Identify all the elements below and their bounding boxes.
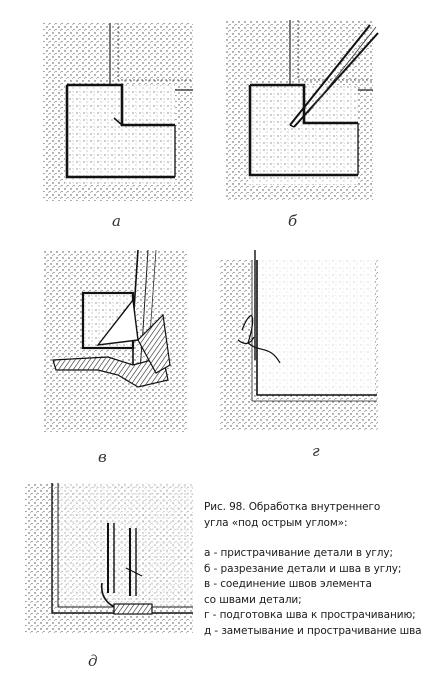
panel-b-label: б bbox=[288, 212, 298, 230]
panel-d-label: д bbox=[88, 652, 98, 670]
caption-legend-a: а - пристрачивание детали в углу; bbox=[204, 547, 393, 559]
panel-d bbox=[22, 478, 197, 653]
panel-a-label: а bbox=[112, 212, 121, 230]
panel-a-drawing bbox=[40, 20, 200, 205]
panel-a bbox=[40, 20, 200, 205]
caption-legend-g: г - подготовка шва к прострачиванию; bbox=[204, 609, 416, 621]
panel-v bbox=[38, 245, 198, 445]
panel-g-label: г bbox=[312, 442, 320, 460]
caption-legend-v-1: в - соединение швов элемента bbox=[204, 578, 372, 590]
caption-spacer bbox=[204, 531, 419, 546]
caption-legend-d: д - заметывание и прострачивание шва bbox=[204, 624, 422, 637]
panel-v-label: в bbox=[98, 448, 107, 466]
caption-title-line-1: Рис. 98. Обработка внутреннего bbox=[204, 501, 381, 513]
caption-title-line-2: угла «под острым углом»: bbox=[204, 516, 348, 529]
figure-caption bbox=[204, 500, 422, 639]
panel-b bbox=[220, 15, 390, 215]
panel-g-drawing bbox=[212, 245, 382, 435]
panel-v-drawing bbox=[38, 245, 198, 445]
panel-b-drawing bbox=[220, 15, 390, 215]
panel-g bbox=[212, 245, 382, 435]
caption-legend-b: б - разрезание детали и шва в углу; bbox=[204, 562, 402, 575]
caption-legend-v-2: со швами детали; bbox=[204, 593, 302, 606]
panel-d-drawing bbox=[22, 478, 197, 653]
